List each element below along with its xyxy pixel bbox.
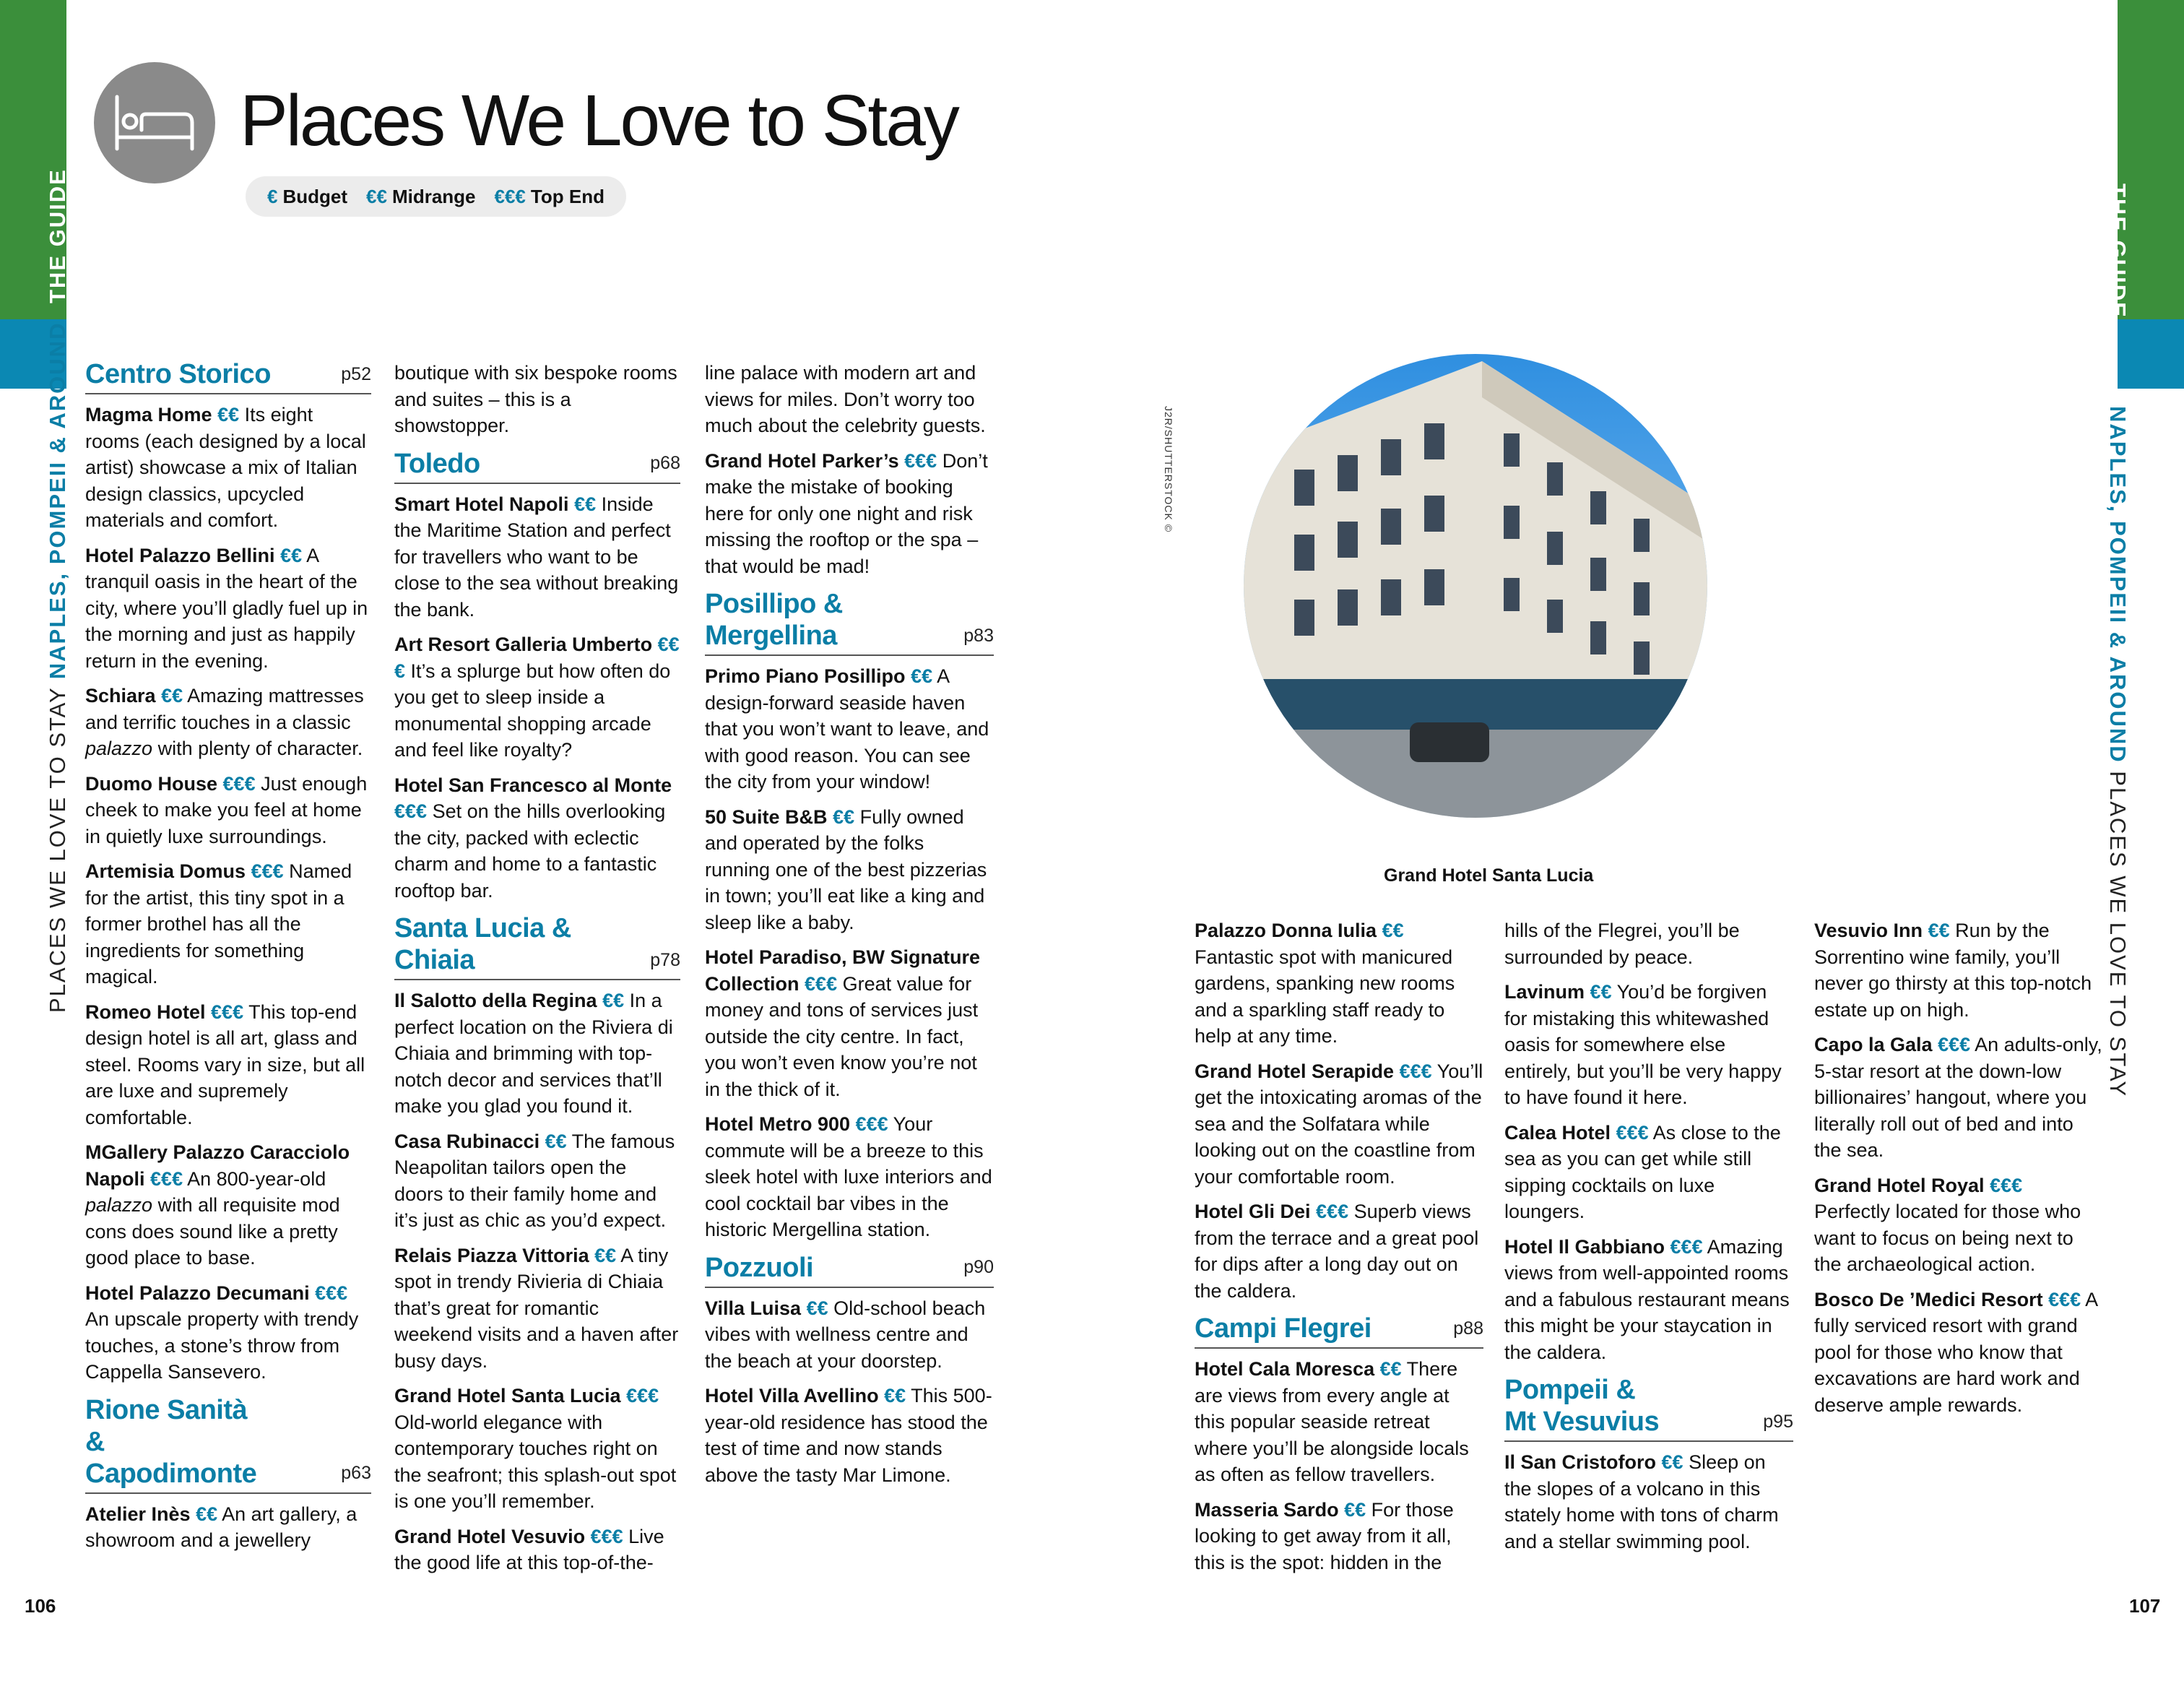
section-heading-santa-lucia: Santa Lucia & Chiaia p78	[394, 912, 680, 980]
listing-entry: Smart Hotel Napoli €€ Inside the Maritime Station and perfect for travellers who want to be close to the sea without breaking the bank.	[394, 493, 679, 621]
listing-entry: Hotel San Francesco al Monte €€€ Set on the hills overlooking the city, packed with eclectic charm and home to a fantastic rooftop bar.	[394, 774, 672, 902]
listing-entry: Bosco De ’Medici Resort €€€ A fully serviced resort with grand pool for those who know that excavations are hard work and deserve ample rewards.	[1814, 1288, 2097, 1416]
listing-entry: Hotel Cala Moresca €€ There are views from every angle at this popular seaside retreat where you’ll be alongside locals as often as fellow travellers.	[1195, 1358, 1469, 1485]
listing-entry: Grand Hotel Santa Lucia €€€ Old-world elegance with contemporary touches right on the seafront; this splash-out spot is one you’ll remember.	[394, 1385, 677, 1512]
listing-entry: Hotel Gli Dei €€€ Superb views from the terrace and a great pool for dips after a long day out on the caldera.	[1195, 1201, 1479, 1302]
side-label-guide-right: THE GUIDE	[2105, 183, 2131, 319]
listing-entry: Villa Luisa €€ Old-school beach vibes with wellness centre and the beach at your doorstep.	[705, 1297, 986, 1372]
listing-entry: Grand Hotel Serapide €€€ You’ll get the intoxicating aromas of the sea and the Solfatara while looking out on the coastline from your comfortable room.	[1195, 1060, 1483, 1188]
photo-caption: Grand Hotel Santa Lucia	[1384, 865, 1594, 886]
listing-entry: Atelier Inès €€ An art gallery, a showroom and a jewellery	[85, 1503, 358, 1551]
legend-top-end: €€€ Top End	[494, 185, 604, 207]
section-heading-campi-flegrei: Campi Flegrei p88	[1195, 1313, 1483, 1349]
bed-icon	[94, 62, 215, 183]
listing-entry: Masseria Sardo €€ For those looking to get away from it all, this is the spot: hidden in the	[1195, 1498, 1454, 1573]
listing-continuation: line palace with modern art and views for miles. Don’t worry too much about the celebrity guests.	[705, 362, 986, 436]
legend-midrange: €€ Midrange	[366, 185, 476, 207]
listing-entry: Relais Piazza Vittoria €€ A tiny spot in trendy Rivieria di Chiaia that’s great for romantic weekend visits and a haven after busy days.	[394, 1244, 679, 1372]
listing-entry: Hotel Paradiso, BW Signature Collection €€€ Great value for money and tons of services just outside the city centre. In fact, you won’t even know you’re not in the thick of it.	[705, 946, 981, 1100]
listing-entry: Il San Cristoforo €€ Sleep on the slopes of a volcano in this stately home with tons of charm and a stellar swimming pool.	[1504, 1451, 1779, 1552]
column-5	[1504, 917, 1793, 1563]
column-1	[85, 357, 371, 1563]
listing-entry: Hotel Metro 900 €€€ Your commute will be a breeze to this sleek hotel with luxe interiors and cool cocktail bar vibes in the historic Mergellina station.	[705, 1113, 992, 1240]
listing-entry: Grand Hotel Parker’s €€€ Don’t make the mistake of booking here for only one night and risk missing the rooftop or the spa – that would be mad!	[705, 449, 988, 577]
side-running-head-right: NAPLES, POMPEII & AROUND PLACES WE LOVE TO STAY	[2105, 406, 2131, 1098]
legend-budget: € Budget	[267, 185, 348, 207]
listing-entry: 50 Suite B&B €€ Fully owned and operated by the folks running one of the best pizzerias in town; you’ll eat like a king and sleep like a baby.	[705, 805, 987, 933]
hotel-photo	[1244, 354, 1707, 818]
column-6	[1814, 917, 2103, 1427]
page-title: Places We Love to Stay	[240, 80, 958, 161]
listing-entry: Capo la Gala €€€ An adults-only, 5-star resort at the down-low billionaires’ hangout, where you literally roll out of bed and into the sea.	[1814, 1034, 2102, 1161]
listing-entry: Hotel Palazzo Bellini €€ A tranquil oasis in the heart of the city, where you’ll gladly fuel up in the morning and just as happily return in the evening.	[85, 544, 368, 672]
listing-continuation: boutique with six bespoke rooms and suites – this is a showstopper.	[394, 362, 677, 436]
listing-entry: Grand Hotel Vesuvio €€€ Live the good life at this top-of-the-	[394, 1525, 664, 1573]
photo-credit: J2R/SHUTTERSTOCK ©	[1163, 406, 1174, 533]
section-heading-rione-sanita: Rione Sanità & Capodimonte p63	[85, 1394, 371, 1494]
listing-entry: Art Resort Galleria Umberto €€€ It’s a splurge but how often do you get to sleep inside a monumental shopping arcade and feel like royalty?	[394, 634, 680, 761]
listing-continuation: hills of the Flegrei, you’ll be surrounded by peace.	[1504, 920, 1740, 968]
column-2	[394, 360, 680, 1585]
side-label-guide-left: THE GUIDE	[45, 168, 70, 303]
listing-entry: Vesuvio Inn €€ Run by the Sorrentino wine family, you’ll never go thirsty at this top-notch estate up on high.	[1814, 920, 2092, 1021]
column-3	[705, 360, 994, 1497]
listing-entry: Hotel Villa Avellino €€ This 500-year-old residence has stood the test of time and now stands above the tasty Mar Limone.	[705, 1385, 992, 1486]
page-number-left: 106	[25, 1595, 56, 1617]
listing-entry: Primo Piano Posillipo €€ A design-forward seaside haven that you won’t want to leave, and with good reason. You can see the city from your window!	[705, 665, 989, 792]
section-heading-centro-storico: Centro Storico p52	[85, 358, 371, 394]
listing-entry: Romeo Hotel €€€ This top-end design hotel is all art, glass and steel. Rooms vary in size, but all are luxe and supremely comfortable.	[85, 1001, 365, 1128]
listing-entry: Grand Hotel Royal €€€ Perfectly located for those who want to focus on being next to the archaeological action.	[1814, 1174, 2081, 1275]
listing-entry: MGallery Palazzo Caracciolo Napoli €€€ An 800-year-old palazzo with all requisite mod cons does sound like a pretty good place to base.	[85, 1141, 350, 1269]
listing-entry: Il Salotto della Regina €€ In a perfect location on the Riviera di Chiaia and brimming with top-notch decor and services that’ll make you glad you found it.	[394, 990, 673, 1117]
listing-entry: Lavinum €€ You’d be forgiven for mistaking this whitewashed oasis for somewhere else entirely, but you’ll be very happy to have found it here.	[1504, 981, 1782, 1108]
listing-entry: Schiara €€ Amazing mattresses and terrific touches in a classic palazzo with plenty of character.	[85, 685, 364, 759]
section-heading-pozzuoli: Pozzuoli p90	[705, 1252, 994, 1288]
column-4	[1195, 917, 1483, 1584]
listing-entry: Magma Home €€ Its eight rooms (each designed by a local artist) showcase a mix of Italian design classics, upcycled materials and comfort.	[85, 404, 366, 531]
listing-entry: Casa Rubinacci €€ The famous Neapolitan tailors open the doors to their family home and it’s just as chic as you’d expect.	[394, 1130, 675, 1231]
listing-entry: Hotel Palazzo Decumani €€€ An upscale property with trendy touches, a stone’s throw from Cappella Sansevero.	[85, 1282, 359, 1383]
listing-entry: Duomo House €€€ Just enough cheek to make you feel at home in quietly luxe surroundings.	[85, 772, 368, 847]
section-heading-toledo: Toledo p68	[394, 448, 680, 484]
side-tab-accent-right	[2118, 319, 2184, 389]
price-legend	[246, 176, 626, 217]
section-heading-pompeii: Pompeii & Mt Vesuvius p95	[1504, 1374, 1793, 1442]
listing-entry: Calea Hotel €€€ As close to the sea as you can get while still sipping cocktails on luxe loungers.	[1504, 1121, 1781, 1222]
listing-entry: Artemisia Domus €€€ Named for the artist, this tiny spot in a former brothel has all the ingredients for something magical.	[85, 860, 352, 988]
section-heading-posillipo: Posillipo & Mergellina p83	[705, 588, 994, 656]
side-running-head-left: PLACES WE LOVE TO STAY NAPLES, POMPEII & AROUND	[45, 321, 70, 1013]
listing-entry: Hotel Il Gabbiano €€€ Amazing views from well-appointed rooms and a fabulous restaurant means this might be your staycation in the caldera.	[1504, 1235, 1790, 1363]
page-number-right: 107	[2129, 1595, 2161, 1617]
listing-entry: Palazzo Donna Iulia €€ Fantastic spot with manicured gardens, spanking new rooms and a sparkling staff ready to help at any time.	[1195, 920, 1455, 1047]
